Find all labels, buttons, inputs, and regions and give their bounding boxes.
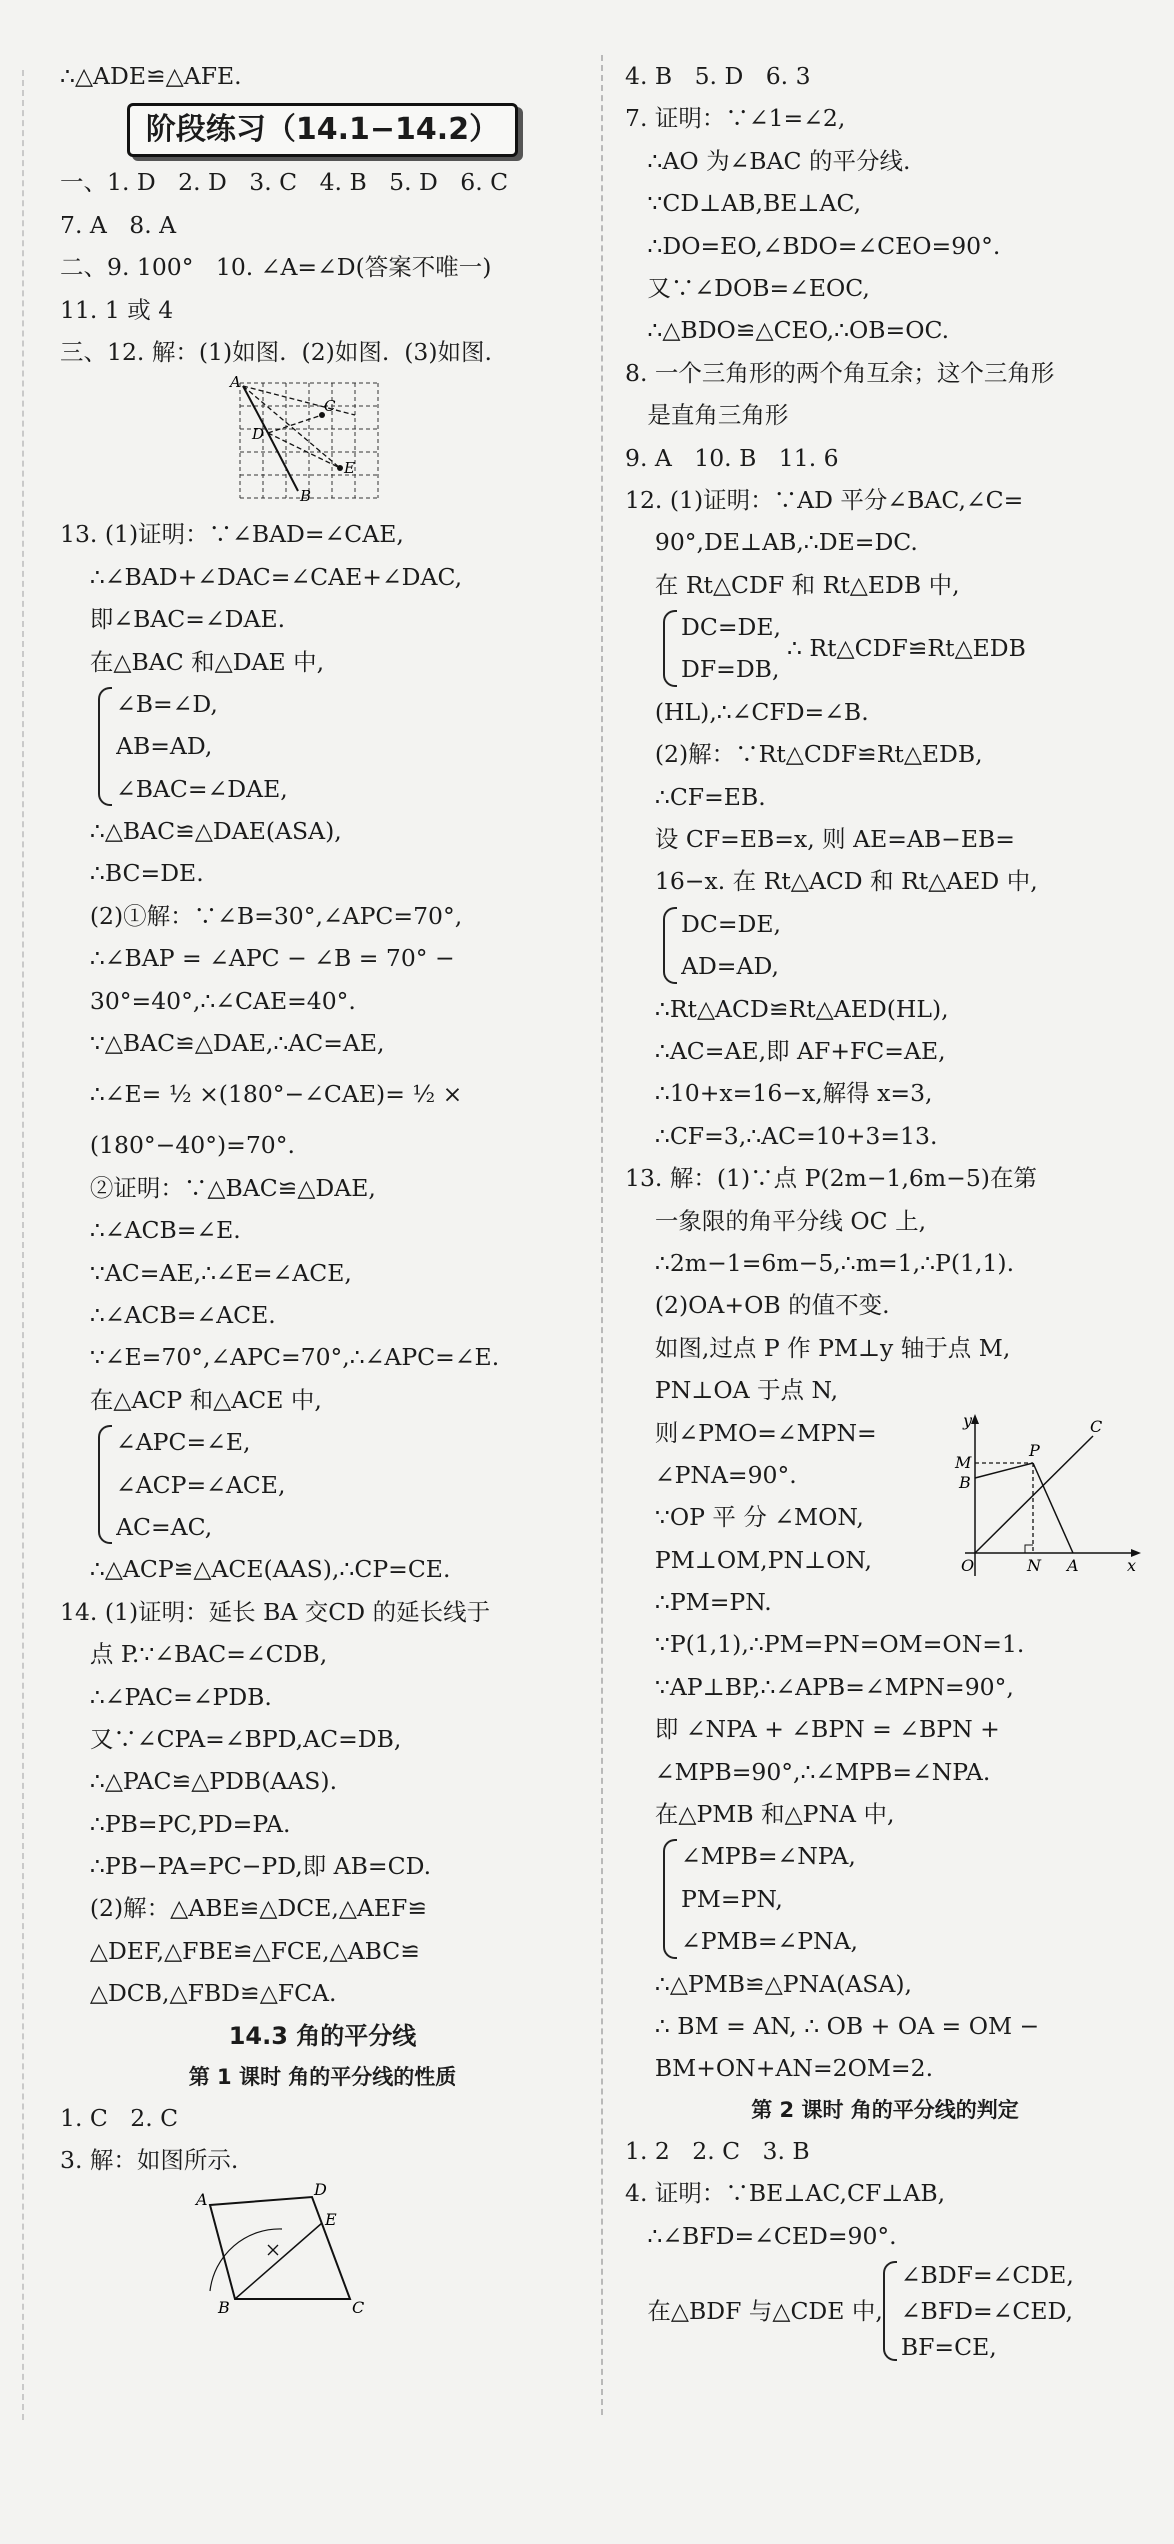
label-C: C [1090,1416,1103,1436]
text-line: 又∵∠DOB=∠EOC, [625,273,870,302]
text-line: ∴∠BFD=∠CED=90°. [625,2221,897,2250]
text-line: ∴AC=AE,即 AF+FC=AE, [625,1036,946,1065]
text-line: 又∵∠CPA=∠BPD,AC=DB, [60,1724,402,1753]
text-line: PM⊥OM,PN⊥ON, [625,1545,872,1574]
text-line: 在 Rt△CDF 和 Rt△EDB 中, [625,570,960,599]
system-line: ∠MPB=∠NPA, [681,1842,856,1871]
label-E: E [325,2210,337,2230]
system-line: DC=DE, [681,613,781,642]
text-line: 即 ∠NPA + ∠BPN = ∠BPN + [625,1715,1000,1744]
equation-system [625,903,1145,988]
label-N: N [1027,1555,1041,1575]
text-line: △DEF,△FBE≌△FCE,△ABC≌ [60,1936,420,1965]
text-line: 12. (1)证明：∵AD 平分∠BAC,∠C= [625,485,1024,514]
system-intro: 在△BDF 与△CDE 中, [625,2296,883,2325]
text-line: 如图,过点 P 作 PM⊥y 轴于点 M, [625,1333,1011,1362]
text-line: 是直角三角形 [625,401,789,430]
angle-bisector-figure [60,2181,585,2321]
text-line: ∴△ACP≌△ACE(AAS),∴CP=CE. [60,1555,451,1584]
system-line: ∠PMB=∠PNA, [681,1927,859,1956]
text-line: ∴ BM = AN, ∴ OB + OA = OM − [625,2011,1040,2040]
answer-line: 3. 解：如图所示. [60,2146,239,2175]
text-line: BM+ON+AN=2OM=2. [625,2054,934,2083]
text-line: 13. 解：(1)∵点 P(2m−1,6m−5)在第 [625,1164,1037,1193]
label-D: D [252,425,265,444]
answer-line: 4. B 5. D 6. 3 [625,62,811,90]
stage-practice-banner [60,101,585,159]
label-B: B [300,487,312,506]
answer-line: 二、9. 100° 10. ∠A=∠D(答案不唯一) [60,253,492,282]
text-line: ∴△PAC≌△PDB(AAS). [60,1767,338,1796]
text-line: 设 CF=EB=x, 则 AE=AB−EB= [625,825,1015,854]
system-conclusion: ∴ Rt△CDF≌Rt△EDB [786,634,1026,663]
text-line: ∵AP⊥BP,∴∠APB=∠MPN=90°, [625,1672,1014,1701]
text-line: ∴10+x=16−x,解得 x=3, [625,1079,933,1108]
text-line: ∵△BAC≌△DAE,∴AC=AE, [60,1029,385,1058]
text-line: ∴BC=DE. [60,859,204,888]
answer-line: 一、1. D 2. D 3. C 4. B 5. D 6. C [60,168,509,197]
text-line: ∴PM=PN. [625,1588,772,1617]
text-line: 14. (1)证明：延长 BA 交CD 的延长线于 [60,1597,491,1626]
column-divider [601,55,603,2415]
lesson-title: 第 1 课时 角的平分线的性质 [188,2064,457,2089]
text-line: 8. 一个三角形的两个角互余；这个三角形 [625,358,1055,387]
label-D: D [314,2181,327,2200]
text-line: (2)①解：∵∠B=30°,∠APC=70°, [60,901,463,930]
label-x: x [1127,1555,1137,1575]
text-line: ∵AC=AE,∴∠E=∠ACE, [60,1258,352,1287]
label-y: y [963,1410,973,1430]
text-line: ∵∠E=70°,∠APC=70°,∴∠APC=∠E. [60,1343,500,1372]
text-line: ∴PB=PC,PD=PA. [60,1809,291,1838]
text-line: △DCB,△FBD≌△FCA. [60,1979,337,2008]
text-line: ∴△BAC≌△DAE(ASA), [60,817,342,846]
text-line: 一象限的角平分线 OC 上, [625,1206,927,1235]
text-line: 16−x. 在 Rt△ACD 和 Rt△AED 中, [625,867,1038,896]
equation-system [625,606,1145,691]
left-column [60,55,585,2321]
label-O: O [961,1555,975,1575]
equation-system [60,683,585,810]
text-line: ∴CF=EB. [625,782,766,811]
text-line: ∴∠PAC=∠PDB. [60,1682,272,1711]
text-line: 在△PMB 和△PNA 中, [625,1800,895,1829]
text-line: ∴AO 为∠BAC 的平分线. [625,146,911,175]
text-line: ∴DO=EO,∠BDO=∠CEO=90°. [625,231,1001,260]
banner-title: 阶段练习（14.1−14.2） [127,103,518,157]
text-line: ∴∠ACB=∠E. [60,1216,241,1245]
text-line: (2)解：∵Rt△CDF≌Rt△EDB, [625,740,983,769]
system-line: AB=AD, [116,732,213,761]
text-line: ∴∠BAP = ∠APC − ∠B = 70° − [60,944,455,973]
figure-13-block [625,1412,1145,1582]
text-line: 在△BAC 和△DAE 中, [60,647,325,676]
label-E: E [344,459,355,478]
text-line: 13. (1)证明：∵∠BAD=∠CAE, [60,520,404,549]
system-line: DF=DB, [681,655,780,684]
system-line: ∠ACP=∠ACE, [116,1470,286,1499]
text-line: ∵P(1,1),∴PM=PN=OM=ON=1. [625,1630,1025,1659]
system-line: ∠B=∠D, [116,689,218,718]
system-line: ∠BDF=∠CDE, [900,2260,1074,2289]
text-line: (HL),∴∠CFD=∠B. [625,697,869,726]
text-line: (180°−40°)=70°. [60,1131,295,1160]
text-line: ∴Rt△ACD≌Rt△AED(HL), [625,994,949,1023]
system-line: DC=DE, [681,909,781,938]
label-P: P [1029,1440,1040,1460]
system-line: ∠BFD=∠CED, [900,2296,1073,2325]
lesson-title: 第 2 课时 角的平分线的判定 [751,2097,1019,2122]
answer-line: 1. 2 2. C 3. B [625,2136,810,2165]
fraction-line: ∴∠E= ½ ×(180°−∠CAE)= ½ × [60,1080,463,1109]
text-line: ∵CD⊥AB,BE⊥AC, [625,189,862,218]
system-line: BF=CE, [900,2332,997,2361]
equation-system [625,2257,1145,2365]
system-line: ∠BAC=∠DAE, [116,774,288,803]
label-C: C [352,2298,365,2318]
text-line: 即∠BAC=∠DAE. [60,605,286,634]
text-line: PN⊥OA 于点 N, [625,1376,839,1405]
section-title: 14.3 角的平分线 [228,2021,417,2050]
text-line: ∴PB−PA=PC−PD,即 AB=CD. [60,1852,432,1881]
answer-line: 1. C 2. C [60,2103,179,2132]
answer-line: 9. A 10. B 11. 6 [625,443,839,472]
answer-line: 三、12. 解：(1)如图. (2)如图. (3)如图. [60,337,492,366]
grid-figure-12 [60,373,585,513]
text-line: 4. 证明：∵BE⊥AC,CF⊥AB, [625,2179,946,2208]
text-line: ∠MPB=90°,∴∠MPB=∠NPA. [625,1757,991,1786]
text-line: ∴CF=3,∴AC=10+3=13. [625,1121,938,1150]
text-line: ∵OP 平 分 ∠MON, [625,1503,864,1532]
label-M: M [955,1452,972,1472]
coordinate-diagram [945,1408,1145,1588]
text-line: 在△ACP 和△ACE 中, [60,1385,322,1414]
text-line: ∴∠BAD+∠DAC=∠CAE+∠DAC, [60,562,463,591]
label-A: A [230,373,241,392]
equation-system [625,1835,1145,1962]
text-line: ∴2m−1=6m−5,∴m=1,∴P(1,1). [625,1248,1015,1277]
system-line: AC=AC, [116,1512,213,1541]
text-line: 7. 证明：∵∠1=∠2, [625,104,846,133]
text-line: 90°,DE⊥AB,∴DE=DC. [625,528,918,557]
text-line: ∴△BDO≌△CEO,∴OB=OC. [625,316,950,345]
text-line: ∴∠ACB=∠ACE. [60,1300,276,1329]
text-line: ∴△PMB≌△PNA(ASA), [625,1969,913,1998]
margin-guide [22,70,24,2420]
text-line: ②证明：∵△BAC≌△DAE, [60,1173,376,1202]
text-line: 点 P.∵∠BAC=∠CDB, [60,1640,328,1669]
label-A: A [196,2190,208,2210]
answer-line: 7. A 8. A [60,210,177,239]
label-B: B [218,2298,230,2318]
text-line: 则∠PMO=∠MPN= [625,1418,877,1447]
text-line: (2)解：△ABE≌△DCE,△AEF≌ [60,1894,428,1923]
answer-line: 11. 1 或 4 [60,295,174,324]
text-line: 30°=40°,∴∠CAE=40°. [60,986,356,1015]
system-line: AD=AD, [681,952,779,981]
system-line: ∠APC=∠E, [116,1428,251,1457]
equation-system [60,1421,585,1548]
grid-diagram [60,373,585,513]
label-A: A [1067,1555,1079,1575]
quadrilateral-diagram [60,2181,585,2321]
system-line: PM=PN, [681,1884,783,1913]
label-B: B [959,1472,971,1492]
text-line: ∠PNA=90°. [625,1460,797,1489]
right-column [625,55,1145,2365]
label-C: C [324,397,336,416]
text-line: ∴△ADE≌△AFE. [60,62,242,90]
text-line: (2)OA+OB 的值不变. [625,1291,890,1320]
